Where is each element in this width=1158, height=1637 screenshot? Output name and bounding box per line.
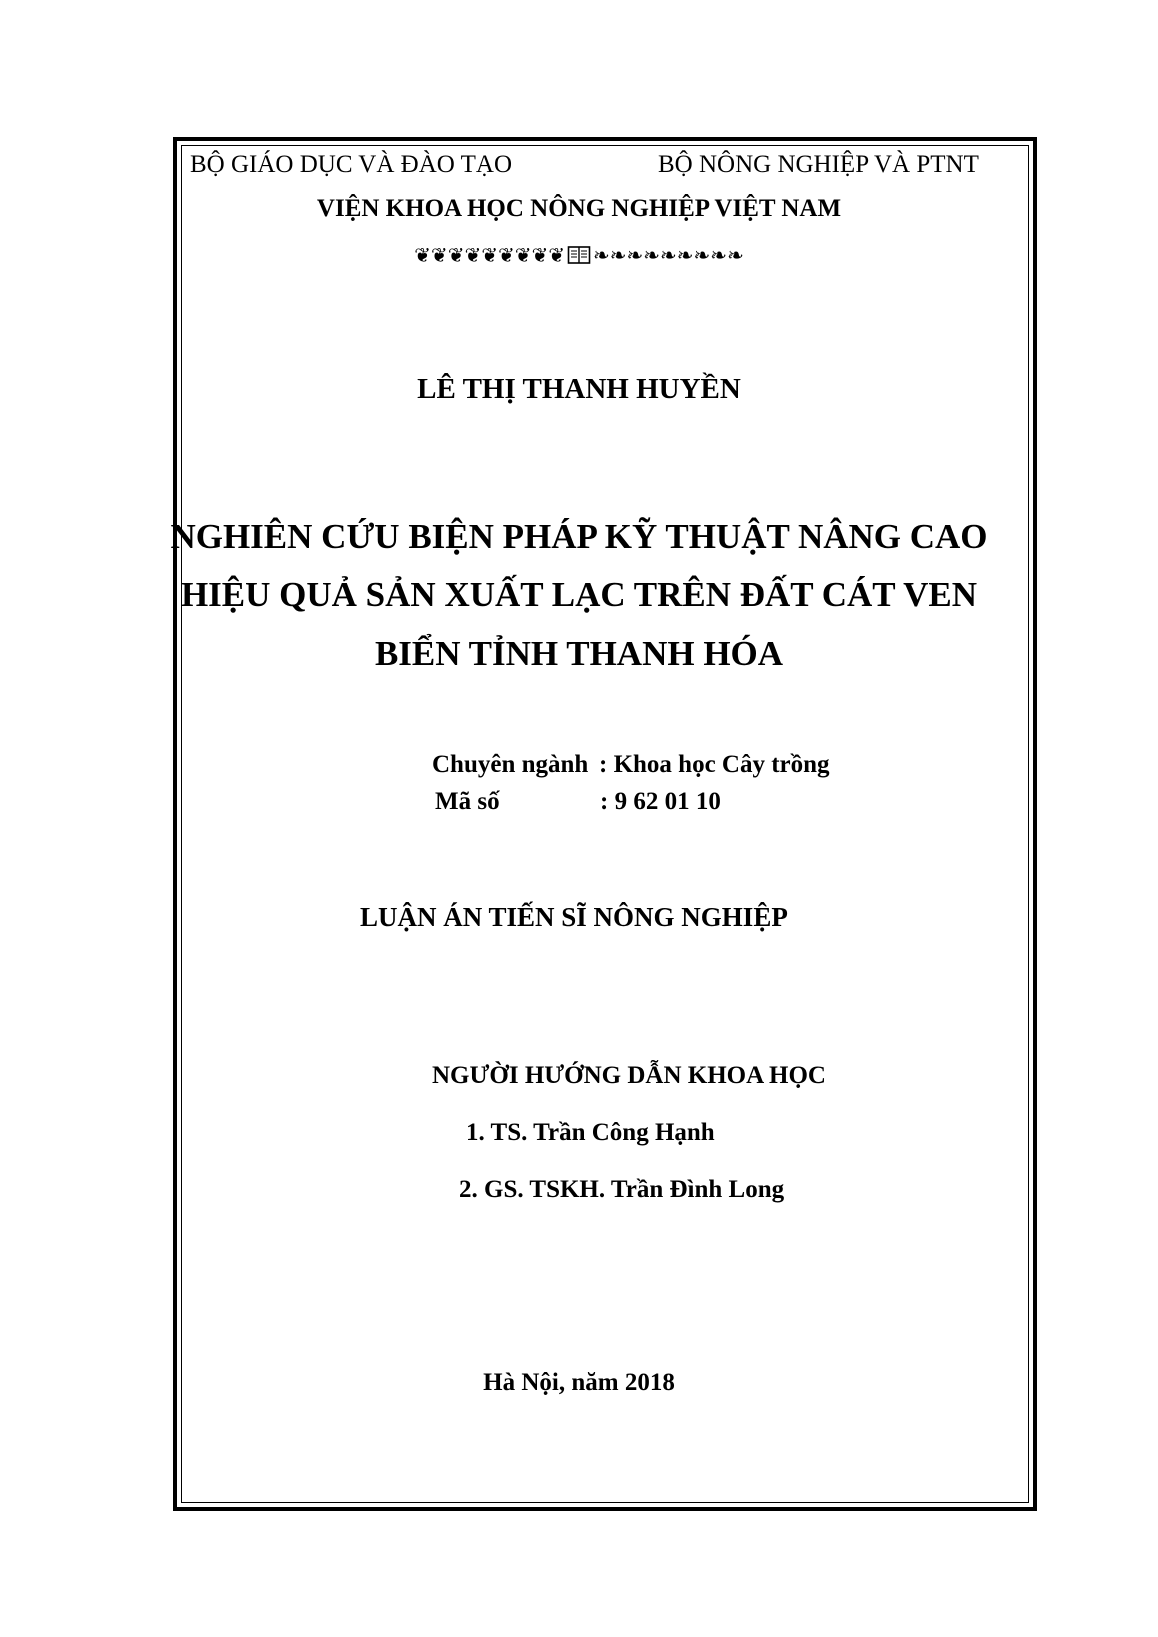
ministry-right: BỘ NÔNG NGHIỆP VÀ PTNT bbox=[658, 151, 979, 178]
specialization-value: : Khoa học Cây trồng bbox=[599, 751, 830, 778]
thesis-title-line-3: BIỂN TỈNH THANH HÓA bbox=[374, 634, 784, 673]
thesis-title-line-1: NGHIÊN CỨU BIỆN PHÁP KỸ THUẬT NÂNG CAO bbox=[170, 517, 988, 556]
specialization-label: Chuyên ngành bbox=[432, 751, 589, 778]
code-label: Mã số bbox=[435, 788, 500, 815]
book-icon bbox=[567, 245, 591, 265]
advisors-heading: NGƯỜI HƯỚNG DẪN KHOA HỌC bbox=[432, 1062, 826, 1089]
institute-name: VIỆN KHOA HỌC NÔNG NGHIỆP VIỆT NAM bbox=[316, 195, 842, 222]
page-border bbox=[173, 137, 1037, 1511]
ornament-left: ❦❦❦❦❦❦❦❦❦ bbox=[414, 243, 565, 267]
page-border-inner bbox=[181, 145, 1029, 1503]
author-name: LÊ THỊ THANH HUYỀN bbox=[417, 373, 741, 405]
thesis-title-line-2: HIỆU QUẢ SẢN XUẤT LẠC TRÊN ĐẤT CÁT VEN bbox=[180, 575, 978, 614]
ornament-divider bbox=[0, 243, 1158, 267]
advisor-item-2: 2. GS. TSKH. Trần Đình Long bbox=[459, 1176, 785, 1203]
ministry-left: BỘ GIÁO DỤC VÀ ĐÀO TẠO bbox=[190, 151, 512, 178]
advisor-item-1: 1. TS. Trần Công Hạnh bbox=[466, 1119, 715, 1146]
code-value: : 9 62 01 10 bbox=[600, 788, 721, 815]
place-and-year: Hà Nội, năm 2018 bbox=[483, 1369, 675, 1396]
degree-title: LUẬN ÁN TIẾN SĨ NÔNG NGHIỆP bbox=[360, 902, 788, 932]
ornament-right: ❧❧❧❧❧❧❧❧❧ bbox=[593, 243, 744, 267]
